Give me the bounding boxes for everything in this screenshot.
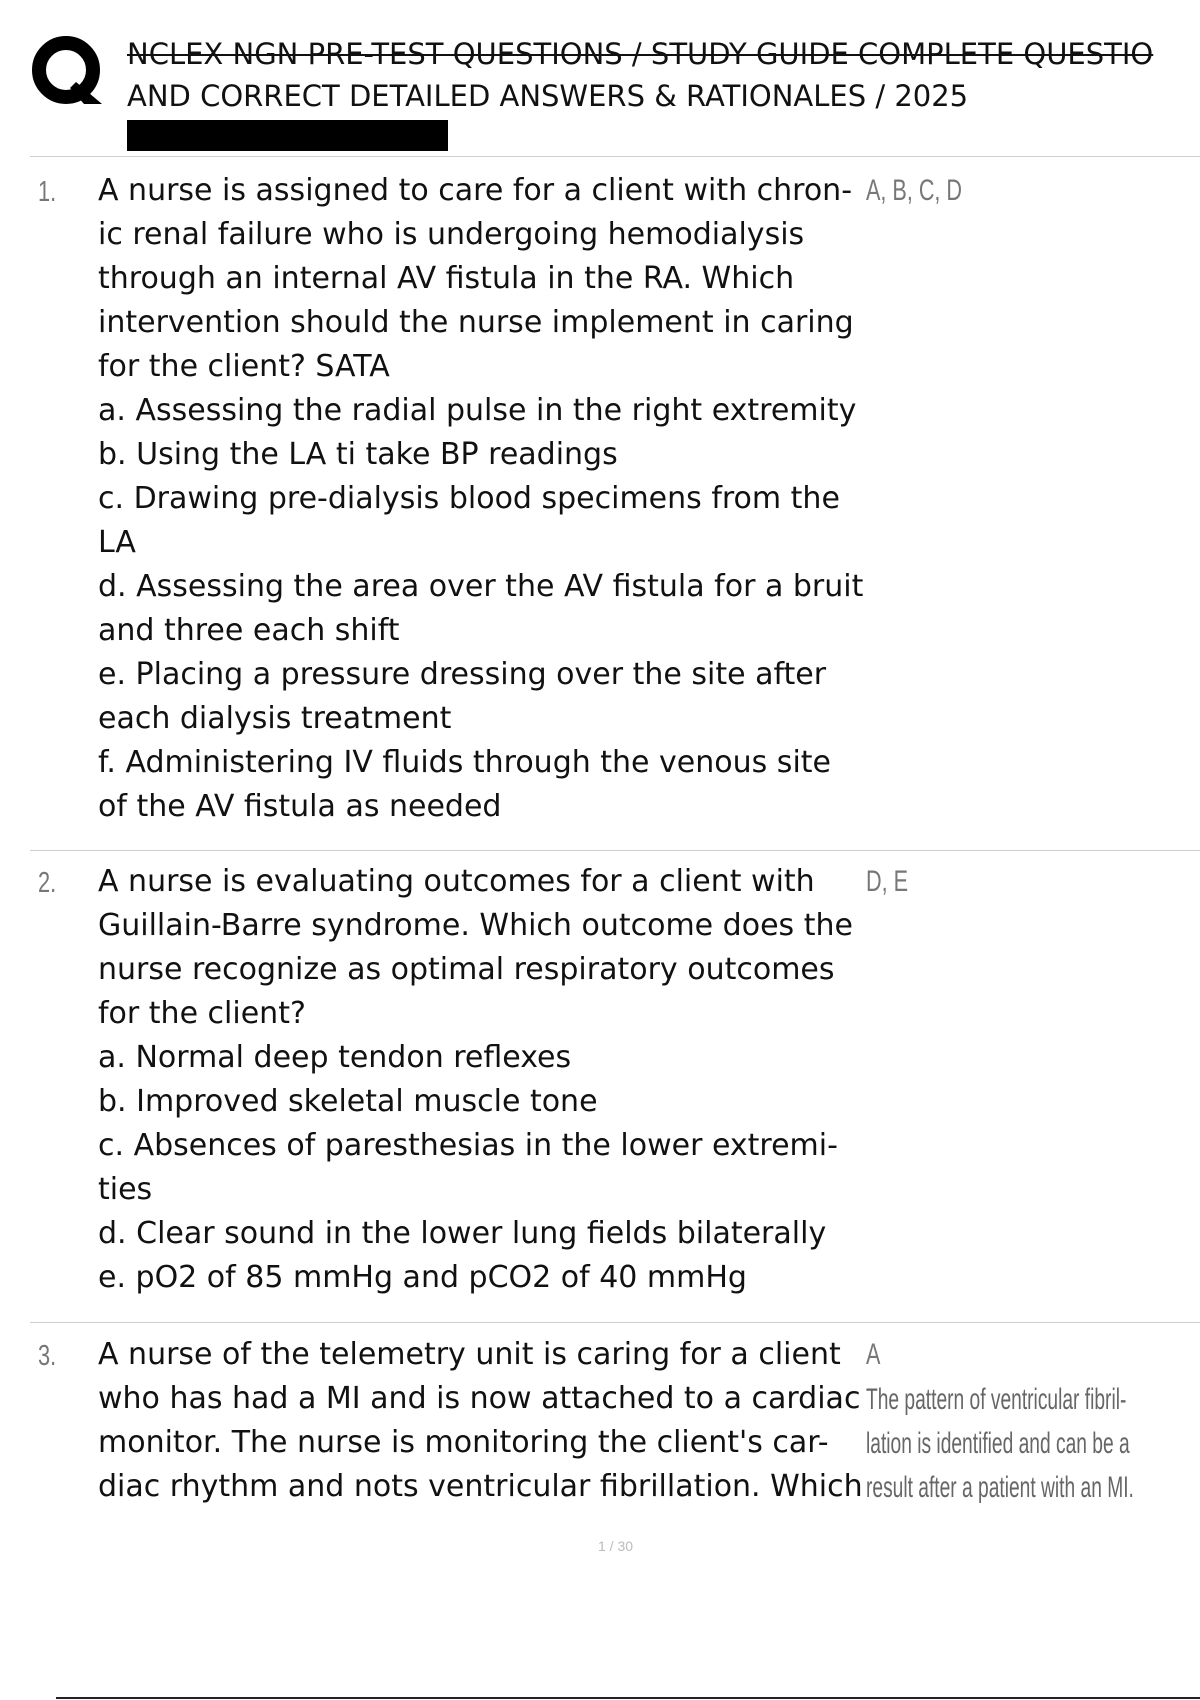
q-logo-icon: [32, 34, 104, 106]
divider: [30, 1322, 1200, 1323]
rationale-line: The pattern of ventricular fibril-: [866, 1383, 1127, 1416]
option-f: f. Administering IV fluids through the venous site: [98, 745, 831, 780]
question-stem-line: intervention should the nurse implement in caring: [98, 305, 854, 340]
rationale-line: lation is identified and can be a: [866, 1427, 1130, 1460]
option-b: b. Using the LA ti take BP readings: [98, 437, 618, 472]
page-number: 1 / 30: [598, 1538, 634, 1554]
question-stem-line: who has had a MI and is now attached to a cardiac: [98, 1381, 861, 1416]
question-1: [98, 169, 868, 829]
question-3: [98, 1333, 868, 1509]
question-number: 1.: [38, 176, 57, 208]
question-stem-line: through an internal AV fistula in the RA. Which: [98, 261, 795, 296]
option-c-cont: LA: [98, 525, 136, 560]
option-c: c. Absences of paresthesias in the lower extremi-: [98, 1128, 838, 1163]
answer-key: A: [866, 1338, 881, 1371]
option-f-cont: of the AV fistula as needed: [98, 789, 502, 824]
option-d: d. Clear sound in the lower lung fields bilaterally: [98, 1216, 827, 1251]
question-stem-line: A nurse of the telemetry unit is caring for a client: [98, 1337, 841, 1372]
rationale: [866, 1378, 1134, 1510]
question-stem-line: A nurse is assigned to care for a client with chron-: [98, 173, 853, 208]
question-2: [98, 860, 868, 1300]
option-a: a. Assessing the radial pulse in the right extremity: [98, 393, 857, 428]
answer-key: D, E: [866, 865, 909, 898]
option-d-cont: and three each shift: [98, 613, 400, 648]
option-b: b. Improved skeletal muscle tone: [98, 1084, 598, 1119]
option-e: e. pO2 of 85 mmHg and pCO2 of 40 mmHg: [98, 1260, 747, 1295]
redaction-bar: [127, 120, 448, 151]
question-stem-line: ic renal failure who is undergoing hemodialysis: [98, 217, 805, 252]
document-title-line-2: AND CORRECT DETAILED ANSWERS & RATIONALES / 2025: [127, 79, 969, 113]
answer-key: A, B, C, D: [866, 174, 963, 207]
option-c-cont: ties: [98, 1172, 153, 1207]
question-stem-line: for the client? SATA: [98, 349, 390, 384]
question-stem-line: Guillain-Barre syndrome. Which outcome does the: [98, 908, 853, 943]
option-d: d. Assessing the area over the AV fistula for a bruit: [98, 569, 864, 604]
question-stem-line: A nurse is evaluating outcomes for a client with: [98, 864, 815, 899]
rationale-line: result after a patient with an MI.: [866, 1471, 1134, 1504]
question-stem-line: nurse recognize as optimal respiratory outcomes: [98, 952, 835, 987]
question-number: 3.: [38, 1340, 57, 1372]
document-title-line-1: NCLEX NGN PRE-TEST QUESTIONS / STUDY GUIDE COMPLETE QUESTIO: [127, 37, 1154, 71]
option-e: e. Placing a pressure dressing over the site after: [98, 657, 827, 692]
option-e-cont: each dialysis treatment: [98, 701, 452, 736]
question-stem-line: for the client?: [98, 996, 306, 1031]
question-stem-line: diac rhythm and nots ventricular fibrillation. Which: [98, 1469, 863, 1504]
option-a: a. Normal deep tendon reflexes: [98, 1040, 572, 1075]
divider: [30, 156, 1200, 157]
question-number: 2.: [38, 867, 57, 899]
option-c: c. Drawing pre-dialysis blood specimens from the: [98, 481, 840, 516]
page-bottom-rule: [56, 1697, 1200, 1699]
divider: [30, 850, 1200, 851]
question-stem-line: monitor. The nurse is monitoring the client's car-: [98, 1425, 829, 1460]
